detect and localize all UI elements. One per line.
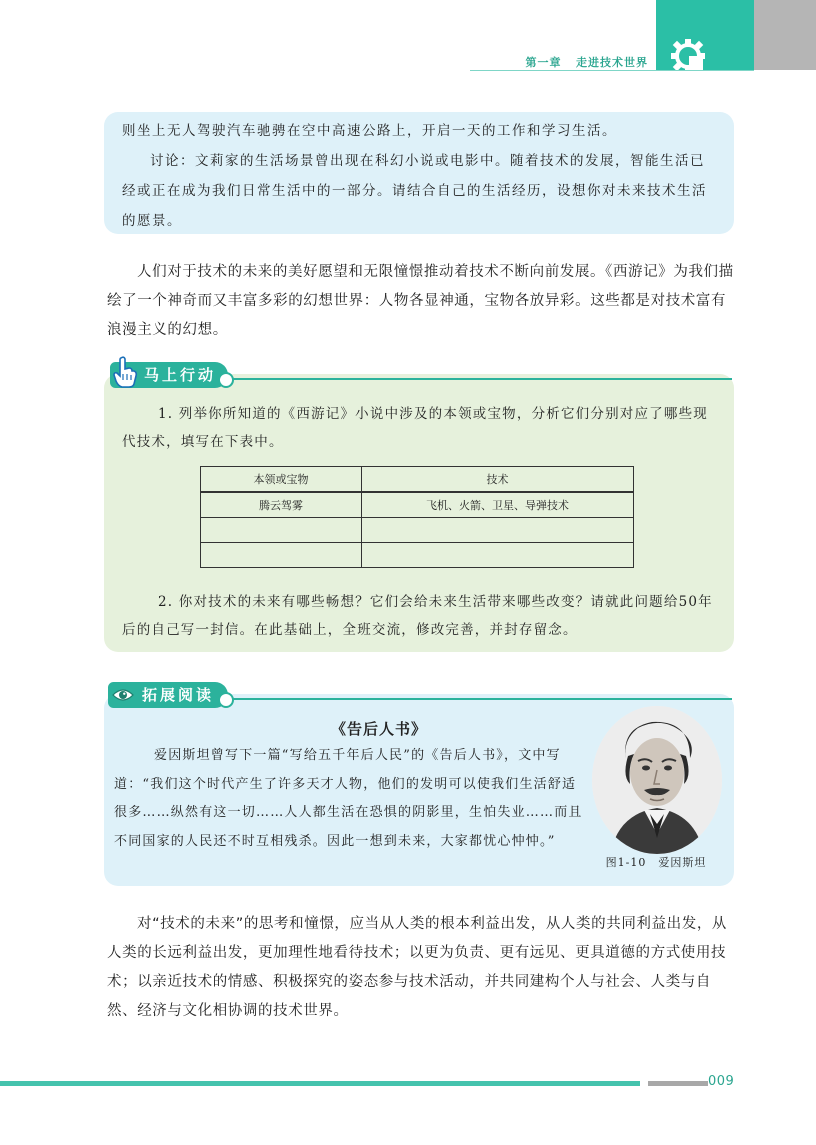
portrait-illustration [592, 706, 722, 854]
einstein-portrait [592, 706, 722, 854]
discussion-prompt: 讨论：文莉家的生活场景曾出现在科幻小说或电影中。随着技术的发展，智能生活已经或正在成为我们日常生活中的一部分。请结合自己的生活经历，设想你对未来技术生活的愿景。 [122, 153, 707, 229]
body-paragraph-1: 人们对于技术的未来的美好愿望和无限憧憬推动着技术不断向前发展。《西游记》为我们描绘了一个神奇而又丰富多彩的幻想世界：人物各显神通，宝物各放异彩。这些都是对技术富有浪漫主义的幻想。 [107, 264, 734, 338]
body-paragraph-2: 对“技术的未来”的思考和憧憬，应当从人类的根本利益出发，从人类的共同利益出发，从人类的长远利益出发，更加理性地看待技术；以更为负责、更有远见、更具道德的方式使用技术；以亲近技术的情感、积极探究的姿态参与技术活动，并共同建构个人与社会、人类与自然、经济与文化相协调的技术世界。 [107, 916, 728, 1019]
eye-icon [112, 686, 134, 704]
discussion-box [104, 112, 734, 234]
table-row [201, 518, 634, 543]
table-cell [362, 543, 634, 568]
action-item-1: 1. 列举你所知道的《西游记》小说中涉及的本领或宝物，分析它们分别对应了哪些现代技术，填写在下表中。 [122, 406, 708, 450]
header-divider [470, 70, 754, 71]
chapter-title: 走进技术世界 [576, 56, 648, 69]
reading-box [104, 694, 734, 886]
chapter-label [490, 54, 648, 70]
table-header-cell: 本领或宝物 [201, 467, 362, 493]
action-tag-end-icon [218, 372, 234, 388]
header-gray-tab [754, 0, 816, 70]
action-tag [110, 362, 228, 388]
action-tag-line [220, 378, 732, 380]
page-number: 009 [708, 1074, 735, 1089]
technology-table [200, 466, 634, 568]
action-item-2: 2. 你对技术的未来有哪些畅想？它们会给未来生活带来哪些改变？请就此问题给50年后的自己写一封信。在此基础上，全班交流，修改完善，并封存留念。 [122, 594, 713, 638]
table-cell: 腾云驾雾 [201, 492, 362, 518]
pointing-hand-icon [112, 356, 138, 388]
reading-body: 爱因斯坦曾写下一篇“写给五千年后人民”的《告后人书》，文中写道：“我们这个时代产生了许多天才人物，他们的发明可以使我们生活舒适很多……纵然有这一切……人人都生活在恐惧的阴影里，生怕失业……而且不同国家的人民还不时互相残杀。因此一想到未来，大家都忧心忡忡。” [114, 748, 583, 849]
table-header-row [201, 467, 634, 493]
table-cell [201, 543, 362, 568]
table-header-cell: 技术 [362, 467, 634, 493]
action-box [104, 374, 734, 652]
action-tag-label: 马上行动 [144, 366, 217, 384]
table-row [201, 492, 634, 518]
table-row [201, 543, 634, 568]
reading-tag [108, 682, 228, 708]
reading-tag-label: 拓展阅读 [142, 686, 215, 704]
reading-tag-end-icon [218, 692, 234, 708]
table-cell [362, 518, 634, 543]
table-cell: 飞机、火箭、卫星、导弹技术 [362, 492, 634, 518]
discussion-line: 则坐上无人驾驶汽车驰骋在空中高速公路上，开启一天的工作和学习生活。 [122, 123, 617, 139]
chapter-number: 第一章 [525, 56, 562, 69]
footer-gray-bar [648, 1081, 708, 1086]
reading-title: 《告后人书》 [330, 720, 427, 738]
reading-tag-line [220, 698, 732, 700]
table-cell [201, 518, 362, 543]
footer-bar [0, 1081, 640, 1086]
portrait-caption: 图1-10 爱因斯坦 [605, 856, 707, 869]
